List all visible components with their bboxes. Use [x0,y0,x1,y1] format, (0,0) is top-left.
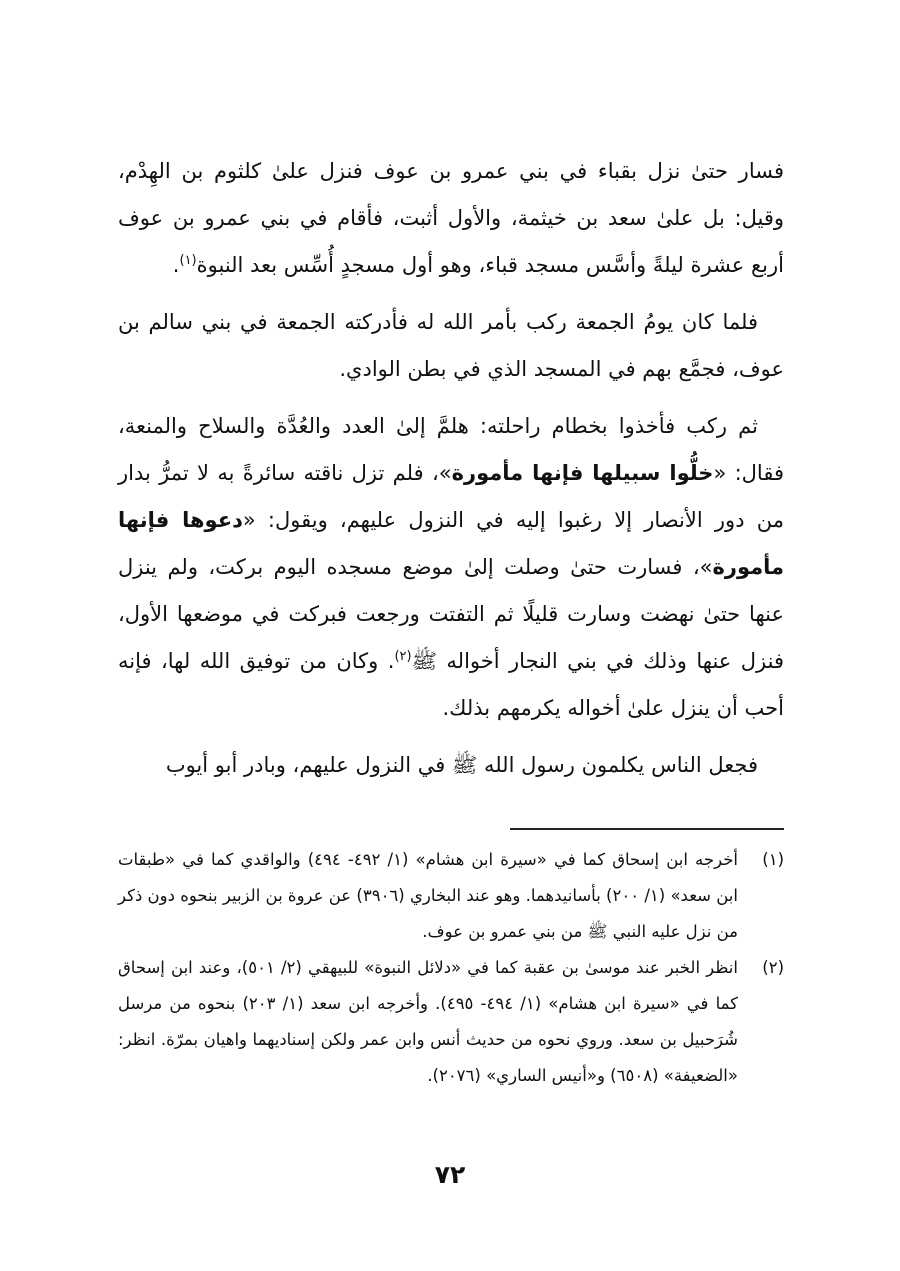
paragraph-4 [118,742,784,789]
footnote-ref-2[interactable]: (٢) [394,649,412,664]
footnote-ref-1[interactable]: (١) [179,253,197,268]
paragraph-4-text: فجعل الناس يكلمون رسول الله ﷺ في النزول عليهم، وبادر أبو أيوب [165,753,758,777]
paragraph-1-end: . [172,253,180,277]
paragraph-2-text: فلما كان يومُ الجمعة ركب بأمر الله له فأدركته الجمعة في بني سالم بن عوف، فجمَّع بهم في المسجد الذي في بطن الوادي. [118,310,784,381]
footnote-text: انظر الخبر عند موسىٰ بن عقبة كما في «دلائل النبوة» للبيهقي (٢/ ٥٠١)، وعند ابن إسحاق كما في «سيرة ابن هشام» (١/ ٤٩٤- ٤٩٥). وأخرجه ابن سعد (١/ ٢٠٣) بنحوه من مرسل شُرَحبيل بن سعد. وروي نحوه من حديث أنس وابن عمر ولكن إسناديهما واهيان بمرّة. انظر: «الضعيفة» (٦٥٠٨) و«أنيس الساري» (٢٠٧٦). [118,958,739,1085]
paragraph-2 [118,299,784,393]
footnote-1 [118,842,784,950]
footnote-text: أخرجه ابن إسحاق كما في «سيرة ابن هشام» (١/ ٤٩٢- ٤٩٤) والواقدي كما في «طبقات ابن سعد» (١/ ٢٠٠) بأسانيدهما. وهو عند البخاري (٣٩٠٦) عن عروة بن الزبير بنحوه دون ذكر من نزل عليه النبي ﷺ من بني عمرو بن عوف. [118,850,738,941]
paragraph-1 [118,148,784,289]
paragraph-3-part-4: . وكان من توفيق الله لها، فإنه أحب أن ينزل علىٰ أخواله يكرمهم بذلك. [118,649,784,720]
footnotes [118,842,784,1094]
footnote-divider [510,828,784,830]
paragraph-3-part-1: ثم ركب فأخذوا بخطام راحلته: هلمَّ إلىٰ العدد والعُدَّة والسلاح والمنعة، فقال: « [118,414,784,485]
paragraph-1-text: فسار حتىٰ نزل بقباء في بني عمرو بن عوف فنزل علىٰ كلثوم بن الهِدْم، وقيل: بل علىٰ سعد بن خيثمة، والأول أثبت، فأقام في بني عمرو بن عوف أربع عشرة ليلةً وأسَّس مسجد قباء، وهو أول مسجدٍ أُسِّس بعد النبوة [118,159,784,277]
paragraph-3 [118,403,784,732]
footnote-number: (٢) [762,958,784,977]
quote-bold-2: دعوها فإنها مأمورة [118,508,784,579]
page-number: ٧٢ [434,1160,466,1189]
footnote-number: (١) [762,850,784,869]
paragraph-3-part-3: »، فسارت حتىٰ وصلت إلىٰ موضع مسجده اليوم بركت، ولم ينزل عنها حتىٰ نهضت وسارت قليلًا ثم التفتت ورجعت فبركت في موضعها الأول، فنزل عنها وذلك في بني النجار أخواله ﷺ [118,555,784,673]
quote-bold-1: خلُّوا سبيلها فإنها مأمورة [451,461,714,485]
paragraph-3-part-2: »، فلم تزل ناقته سائرةً به لا تمرُّ بدار من دور الأنصار إلا رغبوا إليه في النزول عليهم، ويقول: « [118,461,784,532]
main-text [118,148,784,799]
footnote-2 [118,950,784,1094]
